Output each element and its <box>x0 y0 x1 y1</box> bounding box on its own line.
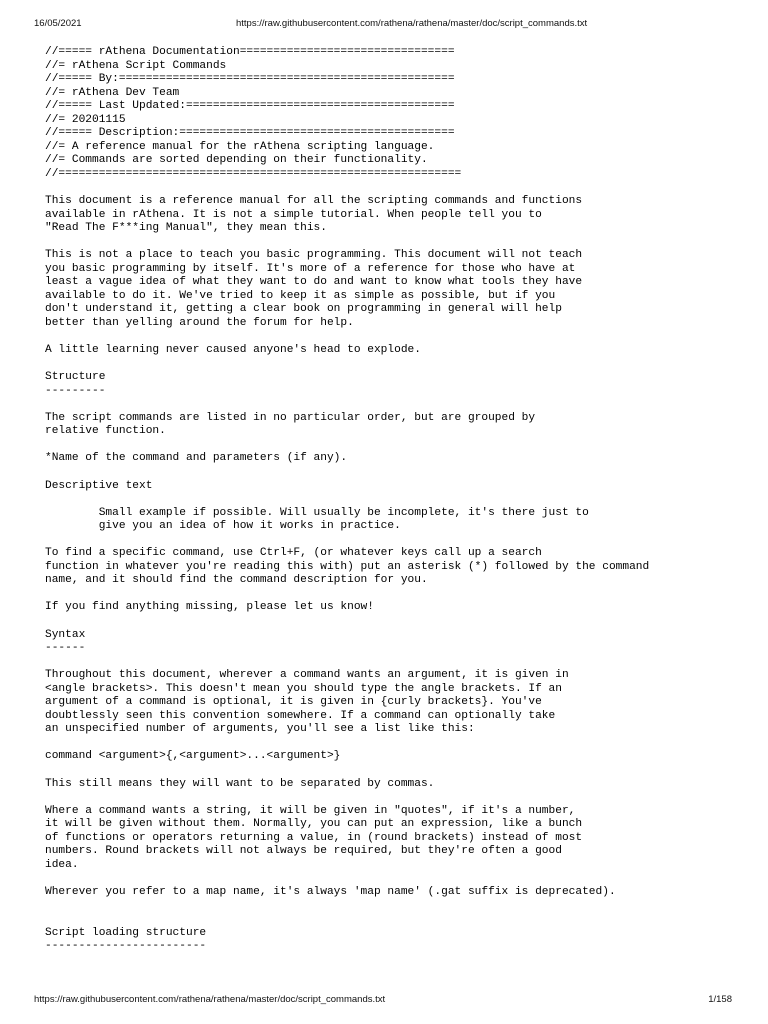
document-line: This document is a reference manual for all the scripting commands and functions <box>45 195 583 208</box>
document-line: *Name of the command and parameters (if any). <box>45 452 348 465</box>
document-line <box>45 236 649 250</box>
page-number: 1/158 <box>708 994 732 1005</box>
document-line: it will be given without them. Normally, you can put an expression, like a bunch <box>45 818 583 831</box>
print-header-url: https://raw.githubusercontent.com/rathena/rathena/master/doc/script_commands.txt <box>236 18 588 29</box>
document-line: ------------------------ <box>45 940 207 953</box>
document-line: command <argument>{,<argument>...<argument>} <box>45 750 341 763</box>
document-line <box>45 872 649 886</box>
document-line: ------ <box>45 642 86 655</box>
document-line: "Read The F***ing Manual", they mean this. <box>45 222 327 235</box>
document-line: This still means they will want to be separated by commas. <box>45 777 435 790</box>
document-line <box>45 791 649 805</box>
document-line: argument of a command is optional, it is given in {curly brackets}. You've <box>45 696 542 709</box>
document-line: //= A reference manual for the rAthena scripting language. <box>45 140 435 153</box>
document-line: //===== By:================================================== <box>45 73 455 86</box>
document-line: //= rAthena Script Commands <box>45 59 227 72</box>
document-line: //= rAthena Dev Team <box>45 86 180 99</box>
document-line: Script loading structure <box>45 926 207 939</box>
print-footer-url: https://raw.githubusercontent.com/rathena/rathena/master/doc/script_commands.txt <box>34 994 386 1005</box>
document-line: Syntax <box>45 628 86 641</box>
document-line: numbers. Round brackets will not always be required, but they're often a good <box>45 845 562 858</box>
document-line <box>45 181 649 195</box>
document-line <box>45 534 649 548</box>
document-body <box>45 46 649 954</box>
document-line <box>45 466 649 480</box>
document-line: //= Commands are sorted depending on their functionality. <box>45 154 428 167</box>
document-line <box>45 330 649 344</box>
document-line: Descriptive text <box>45 479 153 492</box>
document-line: If you find anything missing, please let us know! <box>45 601 374 614</box>
document-line: give you an idea of how it works in practice. <box>45 520 401 533</box>
document-line: Where a command wants a string, it will be given in "quotes", if it's a number, <box>45 804 576 817</box>
document-line: least a vague idea of what they want to do and want to know what tools they have <box>45 276 583 289</box>
document-line: name, and it should find the command description for you. <box>45 574 428 587</box>
document-line: an unspecified number of arguments, you'll see a list like this: <box>45 723 475 736</box>
document-line: The script commands are listed in no particular order, but are grouped by <box>45 411 536 424</box>
document-line: of functions or operators returning a value, in (round brackets) instead of most <box>45 831 583 844</box>
document-line <box>45 493 649 507</box>
document-line: don't understand it, getting a clear book on programming in general will help <box>45 303 562 316</box>
document-line <box>45 656 649 670</box>
document-line <box>45 588 649 602</box>
document-line: <angle brackets>. This doesn't mean you should type the angle brackets. If an <box>45 682 562 695</box>
document-line: To find a specific command, use Ctrl+F, (or whatever keys call up a search <box>45 547 542 560</box>
document-line: Throughout this document, wherever a command wants an argument, it is given in <box>45 669 569 682</box>
document-line: A little learning never caused anyone's head to explode. <box>45 344 421 357</box>
document-line: better than yelling around the forum for help. <box>45 316 354 329</box>
document-line: idea. <box>45 858 79 871</box>
document-line: --------- <box>45 384 106 397</box>
document-line: //= 20201115 <box>45 113 126 126</box>
document-line: //===== Description:========================================= <box>45 127 455 140</box>
document-line: //===== rAthena Documentation================================ <box>45 46 455 58</box>
document-line: //============================================================ <box>45 167 462 180</box>
print-date: 16/05/2021 <box>34 18 82 29</box>
document-line: available to do it. We've tried to keep it as simple as possible, but if you <box>45 289 556 302</box>
document-line: //===== Last Updated:======================================== <box>45 100 455 113</box>
document-line: function in whatever you're reading this with) put an asterisk (*) followed by the command <box>45 560 650 573</box>
document-line: you basic programming by itself. It's more of a reference for those who have at <box>45 262 576 275</box>
document-line <box>45 398 649 412</box>
document-line <box>45 737 649 751</box>
document-line: Structure <box>45 371 106 384</box>
document-line <box>45 764 649 778</box>
document-line <box>45 439 649 453</box>
document-line: relative function. <box>45 425 166 438</box>
document-line: doubtlessly seen this convention somewhere. If a command can optionally take <box>45 709 556 722</box>
document-line: This is not a place to teach you basic programming. This document will not teach <box>45 249 583 262</box>
document-line <box>45 358 649 372</box>
document-line <box>45 913 649 927</box>
document-line <box>45 899 649 913</box>
document-line <box>45 615 649 629</box>
document-line: Wherever you refer to a map name, it's always 'map name' (.gat suffix is deprecated). <box>45 885 616 898</box>
document-line: Small example if possible. Will usually be incomplete, it's there just to <box>45 506 589 519</box>
document-line: available in rAthena. It is not a simple tutorial. When people tell you to <box>45 208 542 221</box>
